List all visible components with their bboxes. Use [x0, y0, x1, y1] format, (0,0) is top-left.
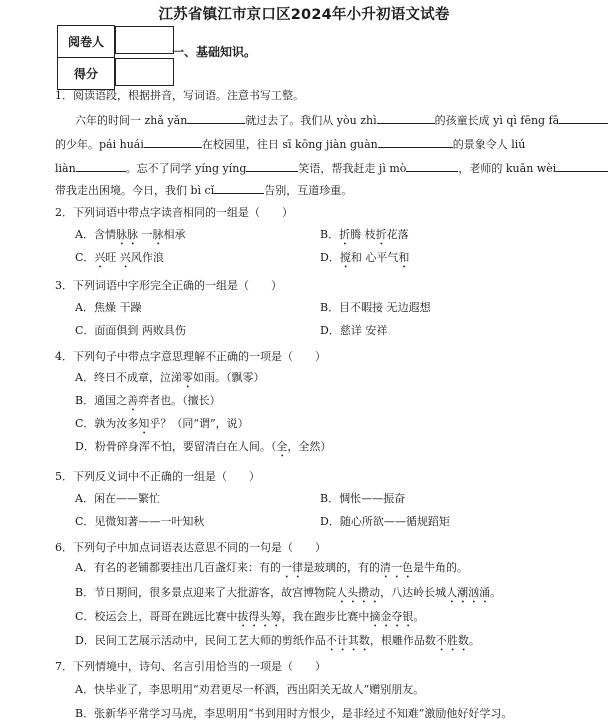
q3-option-d[interactable]: D．慈详 安祥 [320, 324, 388, 337]
q5-option-a[interactable]: A．闲在——繁忙 [75, 492, 160, 505]
q7-option-b[interactable]: B．张新华平常学习马虎，李思明用“书到用时方恨少，是非经过不知难”激励他好好学习。 [75, 707, 513, 720]
reviewer-label: 阅卷人 [58, 26, 115, 58]
q2-option-d[interactable]: D．搅和 心平气和 [320, 251, 410, 264]
score-cell [115, 58, 174, 86]
q5-option-c[interactable]: C．见微知著——一叶知秋 [75, 515, 205, 528]
question-2-stem: 2．下列词语中带点字读音相同的一组是（ ） [55, 206, 293, 219]
reviewer-cell [115, 26, 174, 54]
question-5-stem: 5．下列反义词中不正确的一组是（ ） [55, 470, 260, 483]
question-4-stem: 4．下列句子中带点字意思理解不正确的一项是（ ） [55, 350, 326, 363]
q7-option-a[interactable]: A．快毕业了，李思明用“劝君更尽一杯酒，西出阳关无故人”赠别朋友。 [75, 683, 425, 696]
question-1-stem: 1．阅读语段，根据拼音，写词语。注意书写工整。 [55, 89, 304, 102]
q2-option-a[interactable]: A．含情脉脉 一脉相承 [75, 228, 186, 241]
score-label: 得分 [58, 58, 115, 90]
q3-option-a[interactable]: A．焦燥 干躁 [75, 301, 142, 314]
q2-option-b[interactable]: B．折腾 枝折花落 [320, 228, 409, 241]
question-7-stem: 7．下列情境中，诗句、名言引用恰当的一项是（ ） [55, 660, 326, 673]
q6-option-c[interactable]: C．校运会上，哥哥在跳远比赛中拔得头筹，我在跑步比赛中摘金夺银。 [75, 610, 425, 623]
question-3-stem: 3．下列词语中字形完全正确的一组是（ ） [55, 279, 282, 292]
section-heading: 一、基础知识。 [172, 45, 257, 59]
score-table [57, 25, 175, 90]
q4-option-c[interactable]: C．孰为汝多知乎？（同“谓”，说） [75, 417, 249, 430]
q4-option-a[interactable]: A．终日不成章，泣涕零如雨。（飘零） [75, 371, 265, 384]
q4-option-b[interactable]: B．通国之善弈者也。（擅长） [75, 394, 221, 407]
q4-option-d[interactable]: D．粉骨碎身浑不怕，要留清白在人间。（全，全然） [75, 440, 332, 453]
q6-option-d[interactable]: D．民间工艺展示活动中，民间工艺大师的剪纸作品不计其数，根雕作品数不胜数。 [75, 634, 480, 647]
q3-option-b[interactable]: B．目不暇接 无边遐想 [320, 301, 431, 314]
q5-option-d[interactable]: D．随心所欲——循规蹈矩 [320, 515, 450, 528]
q1-line-2: 的少年。pái huái 在校园里，往日 sī kōng jiàn guàn 的景象令人 liú [55, 138, 526, 151]
q1-line-4: 带我走出困境。今日，我们 bì cǐ 告别，互道珍重。 [55, 184, 353, 197]
page-title: 江苏省镇江市京口区2024年小升初语文试卷 [158, 7, 450, 23]
q5-option-b[interactable]: B．惆怅——振奋 [320, 492, 406, 505]
q6-option-b[interactable]: B．节日期间，很多景点迎来了大批游客，故宫博物院人头攒动，八达岭长城人潮汹涌。 [75, 586, 502, 599]
q3-option-c[interactable]: C．面面俱到 两败具伤 [75, 324, 186, 337]
q1-line-1: 六年的时间一 zhǎ yǎn 就过去了。我们从 yòu zhì 的孩童长成 yì qì fēng fā [75, 113, 608, 128]
q2-option-c[interactable]: C．兴旺 兴风作浪 [75, 251, 164, 264]
q1-line-3: liàn 。忘不了同学 yíng yíng 笑语，帮我赶走 jì mò ，老师的 kuān wèi [55, 161, 608, 176]
q6-option-a[interactable]: A．有名的老铺都要挂出几百盏灯来：有的一律是玻璃的，有的清一色是牛角的。 [75, 561, 468, 574]
question-6-stem: 6．下列句子中加点词语表达意思不同的一句是（ ） [55, 541, 326, 554]
